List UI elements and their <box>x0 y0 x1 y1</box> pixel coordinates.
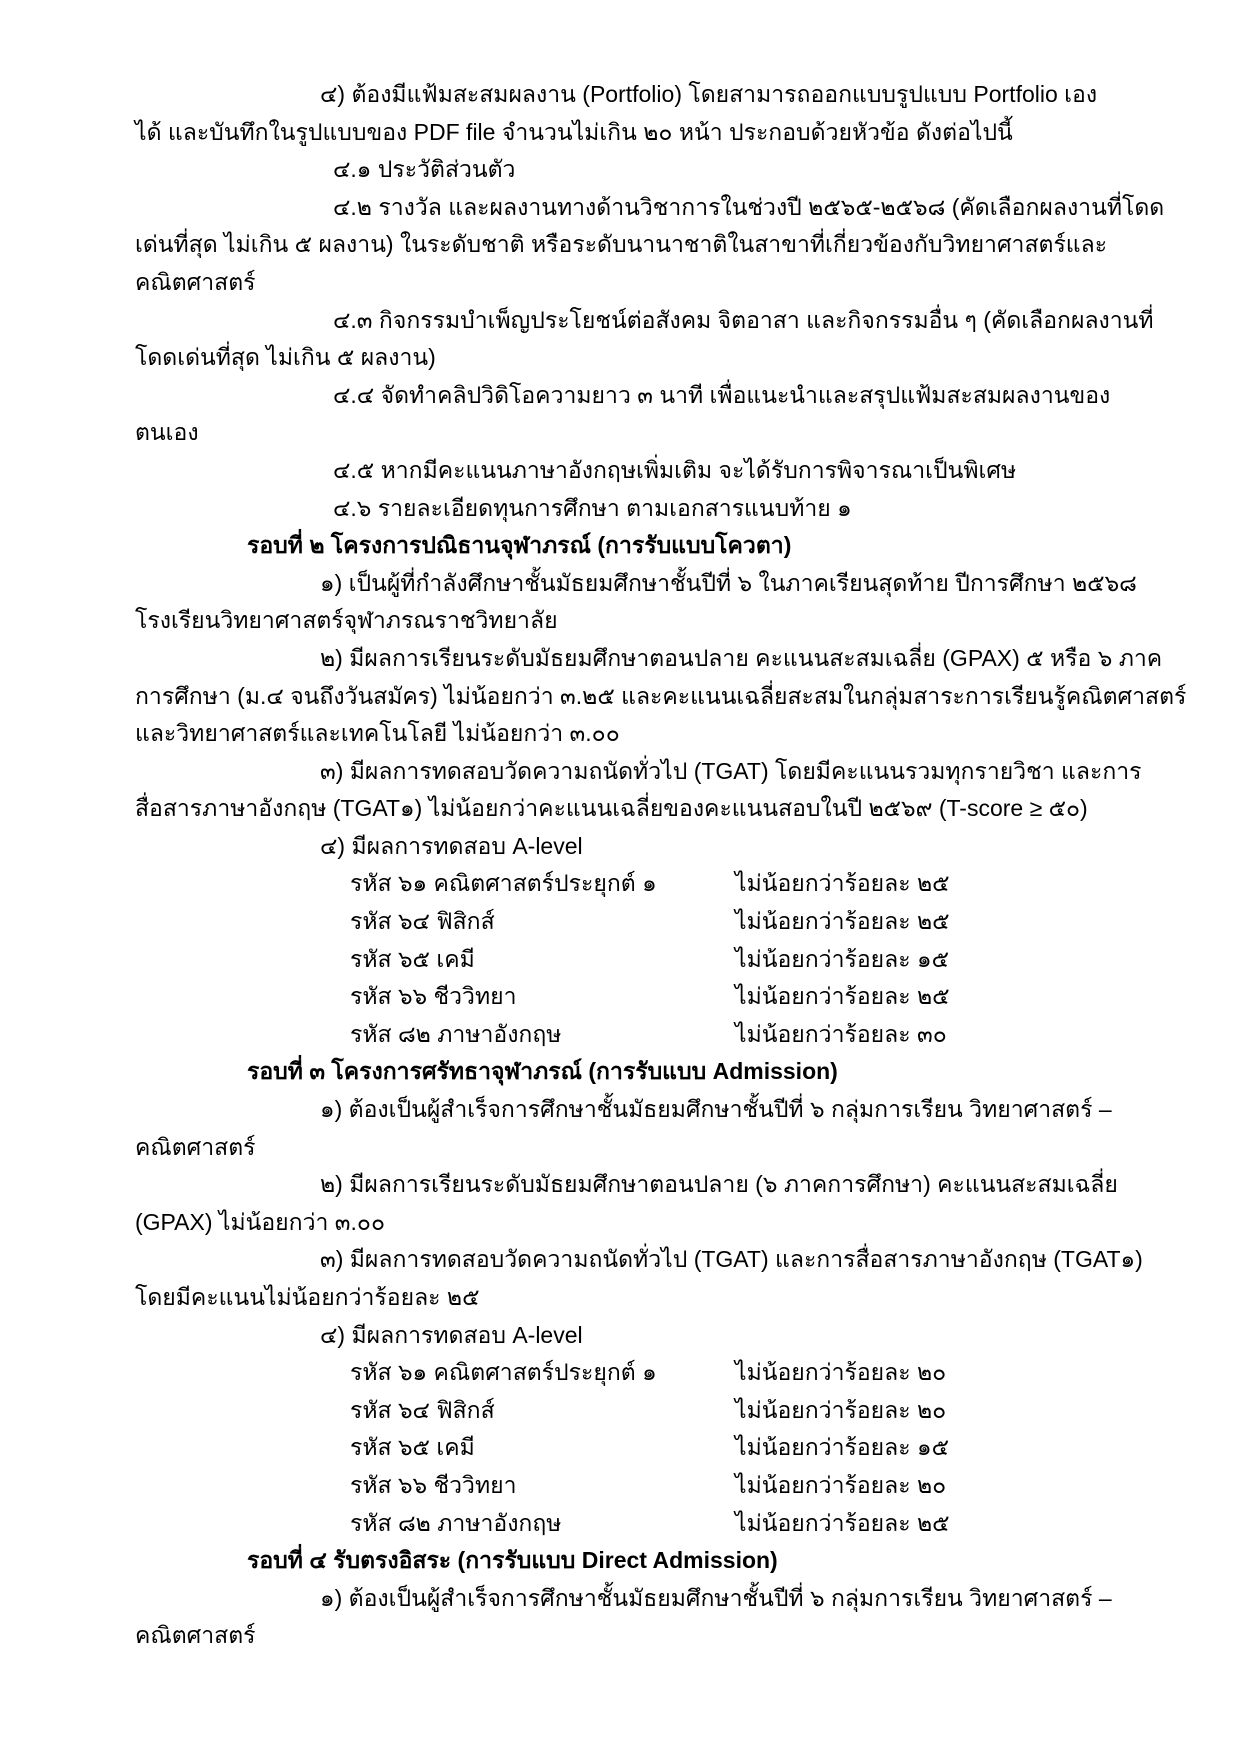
portfolio-item-4-1: ๔.๑ ประวัติส่วนตัว <box>333 156 516 183</box>
round2-item-2-line-1: ๒) มีผลการเรียนระดับมัธยมศึกษาตอนปลาย คะแนนสะสมเฉลี่ย (GPAX) ๕ หรือ ๖ ภาค <box>320 644 1163 671</box>
round4-item-1-line-2: คณิตศาสตร์ <box>135 1622 256 1649</box>
round2-item-2-line-3: และวิทยาศาสตร์และเทคโนโลยี ไม่น้อยกว่า ๓.๐๐ <box>135 720 620 747</box>
portfolio-item-4-2-line-3: คณิตศาสตร์ <box>135 268 256 295</box>
portfolio-item-4-4-line-1: ๔.๔ จัดทำคลิปวิดิโอความยาว ๓ นาที เพื่อแนะนำและสรุปแฟ้มสะสมผลงานของ <box>333 381 1111 408</box>
round3-item-3-line-2: โดยมีคะแนนไม่น้อยกว่าร้อยละ ๒๕ <box>135 1284 480 1310</box>
round3-item-1-line-1: ๑) ต้องเป็นผู้สำเร็จการศึกษาชั้นมัธยมศึกษาชั้นปีที่ ๖ กลุ่มการเรียน วิทยาศาสตร์ – <box>320 1096 1112 1123</box>
round2-alevel-row <box>135 941 1201 979</box>
alevel-subject: รหัส ๖๑ คณิตศาสตร์ประยุกต์ ๑ <box>350 1359 657 1386</box>
alevel-subject: รหัส ๖๔ ฟิสิกส์ <box>350 908 495 935</box>
round3-alevel-row <box>135 1505 1201 1543</box>
alevel-subject: รหัส ๖๖ ชีววิทยา <box>350 1471 517 1498</box>
round2-alevel-row <box>135 978 1201 1016</box>
alevel-subject: รหัส ๖๔ ฟิสิกส์ <box>350 1396 495 1423</box>
portfolio-item-4-6: ๔.๖ รายละเอียดทุนการศึกษา ตามเอกสารแนบท้าย ๑ <box>333 494 852 521</box>
alevel-subject: รหัส ๖๖ ชีววิทยา <box>350 983 517 1010</box>
alevel-subject: รหัส ๖๕ เคมี <box>350 945 475 972</box>
round2-item-1-line-2: โรงเรียนวิทยาศาสตร์จุฬาภรณราชวิทยาลัย <box>135 607 558 634</box>
round3-item-3-line-1: ๓) มีผลการทดสอบวัดความถนัดทั่วไป (TGAT) และการสื่อสารภาษาอังกฤษ (TGAT๑) <box>320 1246 1143 1273</box>
alevel-subject: รหัส ๖๑ คณิตศาสตร์ประยุกต์ ๑ <box>350 870 657 897</box>
portfolio-item-4-2-line-2: เด่นที่สุด ไม่เกิน ๕ ผลงาน) ในระดับชาติ หรือระดับนานาชาติในสาขาที่เกี่ยวข้องกับวิทยาศาสตร์และ <box>135 231 1108 258</box>
round3-item-2-line-2: (GPAX) ไม่น้อยกว่า ๓.๐๐ <box>135 1208 385 1235</box>
portfolio-intro-line-1: ๔) ต้องมีแฟ้มสะสมผลงาน (Portfolio) โดยสามารถออกแบบรูปแบบ Portfolio เอง <box>320 81 1098 107</box>
round2-alevel-row <box>135 1016 1201 1054</box>
round3-item-1-line-2: คณิตศาสตร์ <box>135 1133 256 1160</box>
round4-item-1-line-1: ๑) ต้องเป็นผู้สำเร็จการศึกษาชั้นมัธยมศึกษาชั้นปีที่ ๖ กลุ่มการเรียน วิทยาศาสตร์ – <box>320 1584 1112 1611</box>
round3-alevel-row <box>135 1354 1201 1392</box>
alevel-criteria: ไม่น้อยกว่าร้อยละ ๒๐ <box>735 1359 947 1386</box>
round3-alevel-row <box>135 1392 1201 1430</box>
round3-heading: รอบที่ ๓ โครงการศรัทธาจุฬาภรณ์ (การรับแบบ Admission) <box>247 1058 838 1085</box>
portfolio-item-4-5: ๔.๕ หากมีคะแนนภาษาอังกฤษเพิ่มเติม จะได้รับการพิจารณาเป็นพิเศษ <box>333 456 1017 483</box>
alevel-criteria: ไม่น้อยกว่าร้อยละ ๒๕ <box>735 908 950 935</box>
round2-item-3-line-2: สื่อสารภาษาอังกฤษ (TGAT๑) ไม่น้อยกว่าคะแนนเฉลี่ยของคะแนนสอบในปี ๒๕๖๙ (T-score ≥ ๕๐) <box>135 795 1088 822</box>
round3-item-4: ๔) มีผลการทดสอบ A-level <box>320 1321 583 1348</box>
document-content <box>135 76 1201 1655</box>
alevel-criteria: ไม่น้อยกว่าร้อยละ ๑๕ <box>735 945 949 972</box>
round2-heading: รอบที่ ๒ โครงการปณิธานจุฬาภรณ์ (การรับแบบโควตา) <box>247 532 792 559</box>
alevel-criteria: ไม่น้อยกว่าร้อยละ ๒๕ <box>735 983 950 1010</box>
alevel-criteria: ไม่น้อยกว่าร้อยละ ๒๐ <box>735 1471 947 1498</box>
round3-item-2-line-1: ๒) มีผลการเรียนระดับมัธยมศึกษาตอนปลาย (๖ ภาคการศึกษา) คะแนนสะสมเฉลี่ย <box>320 1171 1118 1198</box>
round2-item-1-line-1: ๑) เป็นผู้ที่กำลังศึกษาชั้นมัธยมศึกษาชั้นปีที่ ๖ ในภาคเรียนสุดท้าย ปีการศึกษา ๒๕๖๘ <box>320 569 1137 596</box>
round4-heading: รอบที่ ๔ รับตรงอิสระ (การรับแบบ Direct Admission) <box>247 1547 778 1574</box>
alevel-criteria: ไม่น้อยกว่าร้อยละ ๒๕ <box>735 870 950 897</box>
alevel-subject: รหัส ๖๕ เคมี <box>350 1434 475 1461</box>
alevel-criteria: ไม่น้อยกว่าร้อยละ ๒๐ <box>735 1396 947 1423</box>
portfolio-item-4-2-line-1: ๔.๒ รางวัล และผลงานทางด้านวิชาการในช่วงปี ๒๕๖๕-๒๕๖๘ (คัดเลือกผลงานที่โดด <box>333 193 1165 220</box>
portfolio-item-4-4-line-2: ตนเอง <box>135 419 199 446</box>
round3-alevel-row <box>135 1429 1201 1467</box>
round2-item-2-line-2: การศึกษา (ม.๔ จนถึงวันสมัคร) ไม่น้อยกว่า ๓.๒๕ และคะแนนเฉลี่ยสะสมในกลุ่มสาระการเรียนรู้คณิตศาสตร์ <box>135 682 1187 709</box>
alevel-criteria: ไม่น้อยกว่าร้อยละ ๑๕ <box>735 1434 949 1461</box>
alevel-subject: รหัส ๘๒ ภาษาอังกฤษ <box>350 1020 562 1047</box>
portfolio-intro-line-2: ได้ และบันทึกในรูปแบบของ PDF file จำนวนไม่เกิน ๒๐ หน้า ประกอบด้วยหัวข้อ ดังต่อไปนี้ <box>135 118 1013 145</box>
round2-item-3-line-1: ๓) มีผลการทดสอบวัดความถนัดทั่วไป (TGAT) โดยมีคะแนนรวมทุกรายวิชา และการ <box>320 757 1142 784</box>
round3-alevel-row <box>135 1467 1201 1505</box>
alevel-criteria: ไม่น้อยกว่าร้อยละ ๓๐ <box>735 1020 947 1047</box>
round2-alevel-row <box>135 903 1201 941</box>
portfolio-item-4-3-line-1: ๔.๓ กิจกรรมบำเพ็ญประโยชน์ต่อสังคม จิตอาสา และกิจกรรมอื่น ๆ (คัดเลือกผลงานที่ <box>333 306 1154 333</box>
portfolio-item-4-3-line-2: โดดเด่นที่สุด ไม่เกิน ๕ ผลงาน) <box>135 344 436 371</box>
round2-alevel-row <box>135 865 1201 903</box>
round2-item-4: ๔) มีผลการทดสอบ A-level <box>320 832 583 859</box>
alevel-criteria: ไม่น้อยกว่าร้อยละ ๒๕ <box>735 1509 950 1536</box>
alevel-subject: รหัส ๘๒ ภาษาอังกฤษ <box>350 1509 562 1536</box>
